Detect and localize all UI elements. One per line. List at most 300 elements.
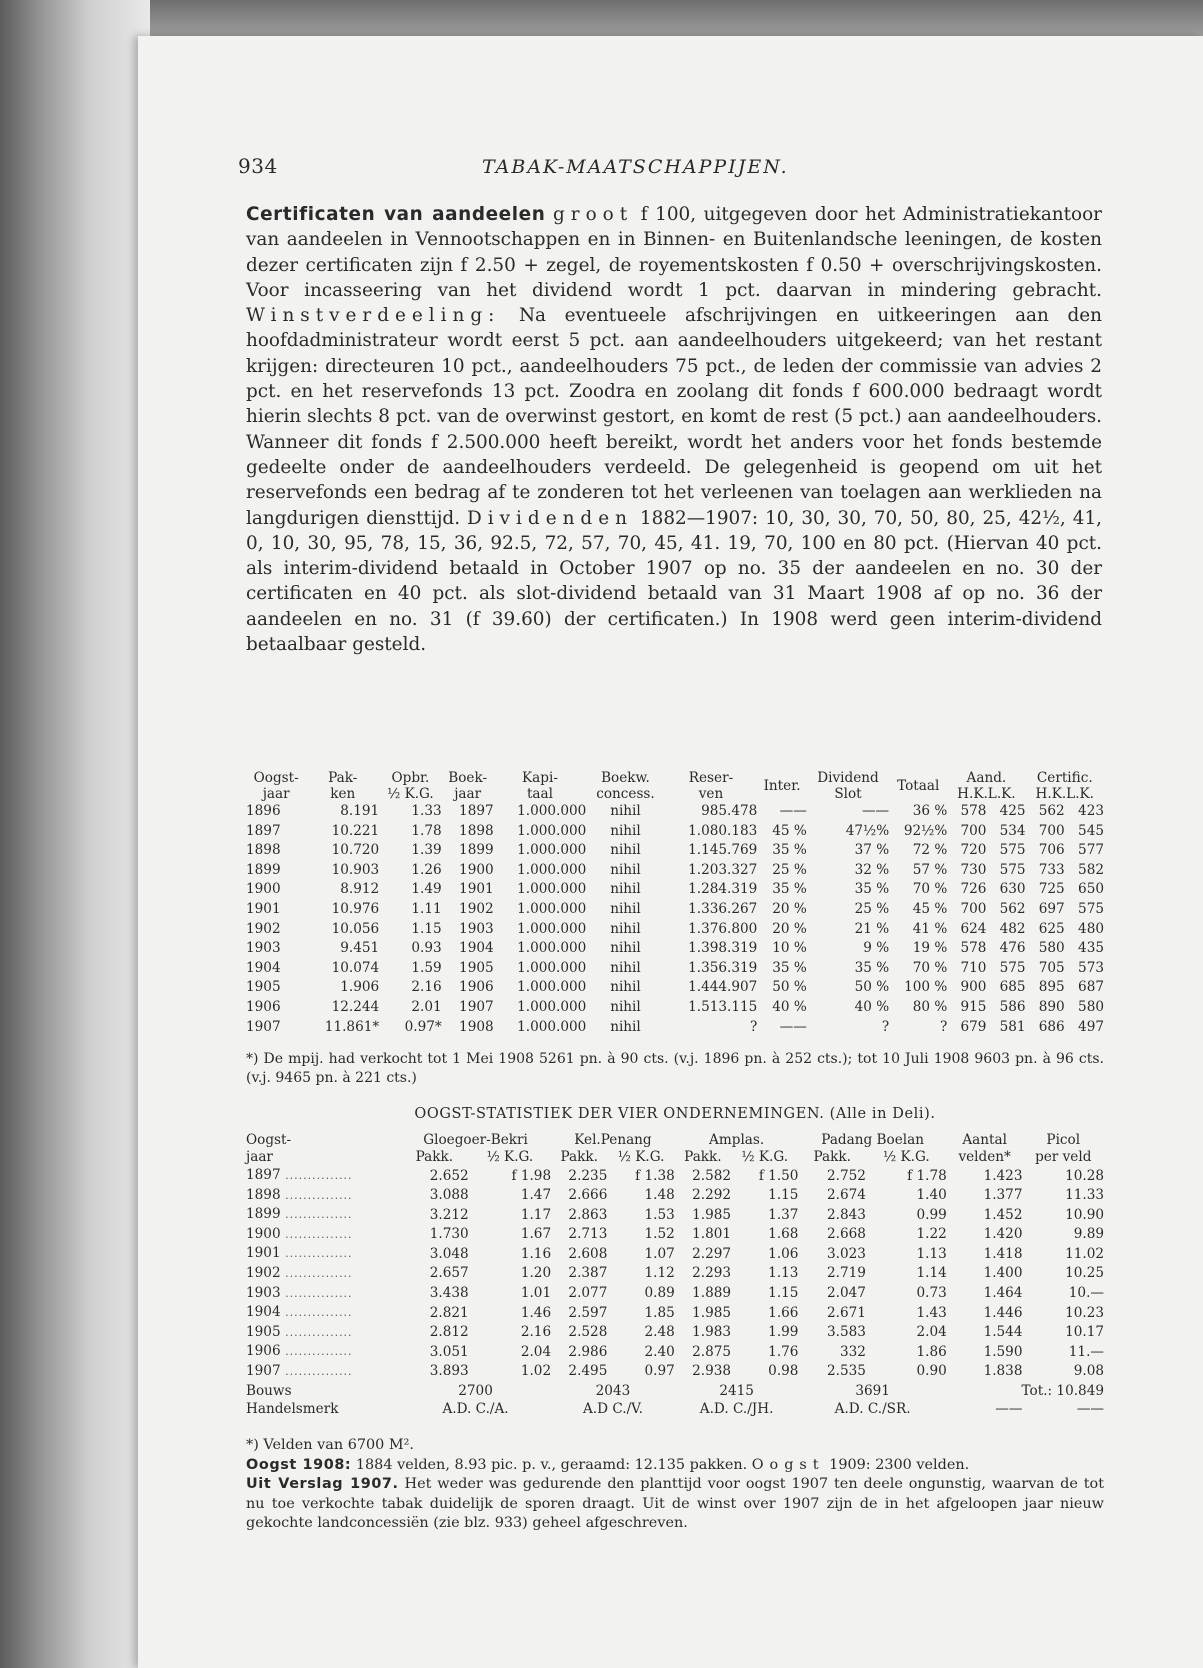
harvest-statistics-table — [246, 1132, 1104, 1419]
leader-dots: ............... — [280, 1227, 353, 1241]
header-line: Dividend — [817, 770, 879, 786]
table-cell: 1903 — [459, 920, 494, 937]
year-label: 1898 — [246, 1186, 281, 1203]
table-row — [246, 1362, 1104, 1382]
table-cell: ? — [881, 1018, 890, 1035]
table-cell: 685 — [999, 979, 1026, 996]
table-cell: 1907 — [246, 1018, 281, 1035]
table-cell: —— — [779, 803, 807, 819]
table-cell: 3.212 — [429, 1206, 469, 1223]
table-cell: 425 — [999, 803, 1026, 819]
table-cell: 562 — [999, 900, 1026, 917]
table-cell: 57 % — [912, 861, 948, 878]
table-cell: 2700 — [458, 1382, 493, 1399]
table-row — [246, 841, 1104, 861]
table-cell: 1.000.000 — [517, 940, 587, 957]
table-cell: 2.582 — [692, 1167, 732, 1184]
table-cell: f 1.38 — [635, 1167, 675, 1184]
sub-header: ½ K.G. — [486, 1149, 534, 1165]
table-row — [246, 920, 1104, 940]
table-cell: 1.377 — [983, 1187, 1023, 1204]
sub-header: per veld — [1035, 1149, 1092, 1165]
table-row — [246, 1323, 1104, 1343]
table-cell: nihil — [610, 881, 641, 898]
paragraph-text: 1882—1907: 10, 30, 30, 70, 50, 80, 25, 42½, 41, 0, 10, 30, 95, 78, 15, 36, 92.5, 72, 57, 70, 45, 41. 19, 70, 100 en 80 pct. (Hiervan 40 pct. als interim-dividend betaald in October 1907 op no. 35 der aandeelen en no. 30 der certificaten en 40 pct. als slot-dividend betaald van 31 Maart 1908 af op no. 36 der aandeelen en no. 31 (f 39.60) der certificaten.) In 1908 werd geen interim-dividend betaalbaar gesteld. — [246, 507, 1103, 656]
table-cell: 1900 — [459, 861, 494, 878]
sub-header: Pakk. — [813, 1149, 851, 1165]
table-cell: 35 % — [772, 842, 807, 859]
table-cell: 2415 — [719, 1382, 754, 1399]
table-cell: 575 — [1078, 900, 1104, 917]
table-cell: 706 — [1038, 842, 1065, 859]
header-line: ken — [330, 786, 356, 802]
table-cell: 1.376.800 — [688, 920, 758, 937]
table-cell: 11.33 — [1065, 1187, 1104, 1204]
table-cell: 10.056 — [331, 920, 380, 937]
table-cell: 582 — [1078, 861, 1104, 878]
table-cell: 19 % — [912, 940, 948, 957]
table-cell: 10.903 — [331, 861, 380, 878]
table-cell: 2.047 — [826, 1285, 866, 1302]
table-cell: 1.356.319 — [688, 959, 758, 976]
table-cell: nihil — [610, 998, 641, 1015]
paragraph-text: Na eventueele afschrijvingen en uitkeeringen aan den hoofdadministrateur wordt eerst 5 pct. aan aandeelhouders uitgekeerd; van het restant krijgen: directeuren 10 pct., aandeelhouders 75 pct., de leden der commissie van advies 2 pct. en het reservefonds 13 pct. Zoodra en zoolang dit fonds f 600.000 bedraagt wordt hierin slechts 8 pct. van de overwinst gestort, en komt de rest (5 pct.) aan aandeelhouders. Wanneer dit fonds f 2.500.000 heeft bereikt, wordt het anders voor het fonds bestemde gedeelte onder de aandeelhouders verdeeld. De gelegenheid is geopend om uit het reservefonds een bedrag af te zonderen tot het verleenen van toelagen aan werklieden na langdurigen diensttijd. — [246, 305, 1102, 529]
table-cell: f 1.50 — [758, 1167, 799, 1184]
table-cell: 578 — [960, 803, 987, 819]
table-cell: 3.438 — [429, 1285, 469, 1302]
table-cell: 1.06 — [768, 1245, 799, 1262]
table-cell: 3691 — [855, 1382, 890, 1399]
sub-header: Pakk. — [560, 1149, 598, 1165]
table-cell: 1.000.000 — [517, 881, 587, 898]
table-cell: 9.89 — [1073, 1226, 1104, 1243]
oogst-paragraph — [246, 1456, 1104, 1476]
year-label: 1899 — [246, 1206, 281, 1223]
table-row — [246, 1264, 1104, 1284]
year-label: 1906 — [246, 1343, 281, 1360]
table-cell: 3.051 — [429, 1343, 469, 1360]
table-cell: 1.67 — [520, 1226, 552, 1243]
table-cell: 1.000.000 — [517, 842, 587, 859]
table-cell: 1.336.267 — [688, 900, 758, 917]
row-label: Bouws — [246, 1382, 292, 1399]
table-cell: 1900 — [246, 881, 281, 898]
header-line: ½ K.G. — [387, 786, 434, 802]
header-line: ven — [698, 786, 724, 802]
table-cell: 545 — [1078, 822, 1104, 839]
year-label: 1900 — [246, 1225, 281, 1242]
table-cell: 50 % — [772, 979, 807, 996]
table-cell: 705 — [1038, 959, 1065, 976]
table-cell: 10.221 — [331, 822, 380, 839]
book-page-edges — [0, 0, 150, 1668]
table-cell: 3.583 — [826, 1324, 866, 1341]
table-cell: 20 % — [772, 920, 807, 937]
table-cell: 1.983 — [692, 1324, 732, 1341]
table-cell — [246, 1225, 400, 1245]
table-cell: 2.535 — [826, 1363, 866, 1380]
table-cell: 3.023 — [826, 1245, 866, 1262]
table-cell: 573 — [1078, 959, 1104, 976]
table-cell: 2.16 — [520, 1324, 552, 1341]
table-cell: 1.000.000 — [517, 861, 587, 878]
table-cell: 1.080.183 — [688, 822, 758, 839]
table-cell: 900 — [960, 979, 987, 996]
table-cell: 1.838 — [983, 1363, 1023, 1380]
table-cell: A.D. C./SR. — [834, 1401, 911, 1418]
table-cell: 497 — [1078, 1018, 1104, 1035]
table-cell — [246, 1284, 400, 1304]
table-cell: 10.28 — [1065, 1167, 1104, 1184]
table-cell: 700 — [960, 822, 987, 839]
header-line: taal — [526, 786, 553, 802]
table-cell: 1.86 — [916, 1343, 947, 1360]
table-header-row — [246, 770, 1104, 802]
table-cell: —— — [861, 803, 890, 819]
main-paragraph — [246, 202, 1102, 657]
table-cell: 2.292 — [692, 1187, 732, 1204]
sub-header: Pakk. — [684, 1149, 722, 1165]
table-cell: 624 — [960, 920, 987, 937]
table-cell: 36 % — [912, 803, 948, 819]
table-cell: 2.719 — [826, 1265, 866, 1282]
table-cell: 1.46 — [520, 1304, 552, 1321]
table-cell: 575 — [999, 861, 1026, 878]
table-row — [246, 939, 1104, 959]
table-cell: 1905 — [246, 979, 281, 996]
table-cell: 2.713 — [568, 1226, 608, 1243]
table-cell: 586 — [999, 998, 1026, 1015]
table-cell: nihil — [610, 900, 641, 917]
table-cell: 1.48 — [644, 1187, 675, 1204]
column-header — [494, 770, 587, 802]
table-cell: 1905 — [459, 959, 494, 976]
table-cell: 2.668 — [826, 1226, 866, 1243]
column-header — [442, 770, 494, 802]
table-cell: 890 — [1038, 998, 1065, 1015]
page-number: 934 — [238, 154, 278, 178]
table-cell: 580 — [1038, 940, 1065, 957]
table-row — [246, 1166, 1104, 1186]
footer-notes — [246, 1436, 1104, 1534]
table-cell: 1.26 — [411, 861, 442, 878]
table-cell: 580 — [1078, 998, 1104, 1015]
page-header — [238, 154, 1118, 184]
leader-dots: ............... — [280, 1286, 353, 1300]
handelsmerk-row — [246, 1400, 1104, 1419]
table-cell: ? — [750, 1018, 758, 1035]
table-cell: 1.906 — [340, 979, 380, 996]
table-row — [246, 861, 1104, 881]
table-cell: 2.04 — [916, 1324, 947, 1341]
table-cell: 1.22 — [916, 1226, 947, 1243]
year-label: 1902 — [246, 1264, 281, 1281]
table-cell: 423 — [1078, 803, 1104, 819]
sub-header: ½ K.G. — [883, 1149, 930, 1165]
header-line: jaar — [454, 786, 482, 802]
row-label: Handelsmerk — [246, 1401, 339, 1418]
sub-header: ½ K.G. — [617, 1149, 665, 1165]
paragraph-text: 1884 velden, 8.93 pic. p. v., geraamd: 12.135 pakken. — [351, 1456, 752, 1473]
table-cell: 1.418 — [983, 1245, 1023, 1262]
table-cell: 20 % — [772, 900, 807, 917]
table-cell: 2.671 — [826, 1304, 866, 1321]
table-cell: 2.938 — [692, 1363, 732, 1380]
table-cell: 11.861* — [324, 1018, 380, 1035]
table-cell: 1.000.000 — [517, 822, 587, 839]
table-cell: 8.191 — [340, 803, 380, 819]
table-cell: 2.40 — [644, 1343, 675, 1360]
table-cell: 2.04 — [520, 1343, 552, 1360]
table-cell: 1.420 — [983, 1226, 1023, 1243]
table-cell: 0.93 — [411, 940, 442, 957]
table-cell: 37 % — [854, 842, 890, 859]
leader-dots: ............... — [280, 1169, 353, 1182]
header-line: Reser- — [688, 770, 734, 786]
table-cell — [246, 1205, 400, 1225]
table-cell: 35 % — [772, 959, 807, 976]
table-row — [246, 1018, 1104, 1038]
table-cell: 10.23 — [1065, 1304, 1104, 1321]
table-cell: 1.99 — [768, 1324, 799, 1341]
table-cell: 45 % — [772, 822, 807, 839]
table-cell: 2.812 — [429, 1324, 469, 1341]
table-cell: 697 — [1038, 900, 1065, 917]
table-cell: 1.801 — [692, 1226, 732, 1243]
table-cell: 985.478 — [701, 803, 758, 819]
spaced-word: Oogst — [751, 1456, 825, 1473]
table-cell: 1899 — [246, 861, 281, 878]
table-cell: 1.17 — [520, 1206, 552, 1223]
table-body — [246, 1166, 1104, 1419]
table-row — [246, 822, 1104, 842]
table-footnote: *) De mpij. had verkocht tot 1 Mei 1908 5261 pn. à 90 cts. (v.j. 1896 pn. à 252 cts.); tot 10 Juli 1908 9603 pn. à 96 cts. (v.j. 9465 pn. à 221 cts.) — [246, 1051, 1104, 1086]
table-cell: 895 — [1038, 979, 1065, 996]
table-cell: 10.976 — [331, 900, 380, 917]
table-row — [246, 1284, 1104, 1304]
table-cell: 332 — [839, 1343, 866, 1360]
table-cell: 1899 — [459, 842, 494, 859]
bouws-row — [246, 1382, 1104, 1401]
table-row — [246, 1225, 1104, 1245]
table-cell: 70 % — [912, 959, 948, 976]
table-cell: 581 — [999, 1018, 1026, 1035]
table-cell: 10 % — [772, 940, 807, 957]
table-cell: 2043 — [595, 1382, 631, 1399]
table-row — [246, 978, 1104, 998]
table-cell: A.D. C./A. — [442, 1401, 509, 1418]
table-cell: 9.451 — [340, 940, 380, 957]
table-cell: 726 — [960, 881, 987, 898]
table-cell: 730 — [960, 861, 987, 878]
table-cell: 2.657 — [429, 1265, 469, 1282]
table-cell: 1.446 — [983, 1304, 1023, 1321]
dash-cell: —— — [995, 1401, 1023, 1418]
header-line: Totaal — [897, 778, 940, 794]
year-label: 1901 — [246, 1245, 281, 1262]
table-cell: 1.444.907 — [688, 979, 758, 996]
table-cell: 2.666 — [568, 1187, 608, 1204]
table-cell: 92½% — [903, 822, 948, 839]
table-cell: 2.752 — [826, 1167, 866, 1184]
leader-dots: ............... — [280, 1325, 353, 1339]
table-cell: 1.15 — [768, 1285, 799, 1302]
table-cell: 2.528 — [568, 1324, 608, 1341]
table-cell: 2.674 — [826, 1187, 866, 1204]
table-cell: 10.90 — [1065, 1206, 1104, 1223]
table-cell: 50 % — [854, 979, 890, 996]
header-line: Aand. — [966, 770, 1007, 786]
table-cell: 47½% — [845, 822, 890, 839]
table-cell: 2.293 — [692, 1265, 732, 1282]
table-cell: 1901 — [459, 881, 494, 898]
column-header — [586, 770, 664, 802]
table-cell: 11.02 — [1065, 1245, 1104, 1262]
table-cell: 1.07 — [644, 1245, 675, 1262]
table-cell: 1897 — [246, 822, 281, 839]
table-cell: f 1.98 — [511, 1167, 552, 1184]
group-header: Picol — [1046, 1132, 1081, 1148]
paragraph-text: Het weder was gedurende den planttijd voor oogst 1907 ten deele ongunstig, waarvan de tot nu toe verkochte tabak duidelijk de sporen draagt. Uit de winst over 1907 zijn de in het afgeloopen jaar nieuw gekochte landconcessiën (zie blz. 933) geheel afgeschreven. — [246, 1476, 1105, 1532]
table-cell: 1.37 — [768, 1206, 799, 1223]
table-cell: 1.000.000 — [517, 959, 587, 976]
column-header — [665, 770, 758, 802]
running-title: TABAK-MAATSCHAPPIJEN. — [482, 156, 789, 178]
statistics-title: OOGST-STATISTIEK DER VIER ONDERNEMINGEN. (Alle in Deli). — [414, 1106, 936, 1122]
table-cell: 1.59 — [411, 959, 442, 976]
table-cell: 1896 — [246, 803, 281, 819]
table-cell: 534 — [999, 822, 1026, 839]
table-cell: 1901 — [246, 900, 281, 917]
table-cell: 2.235 — [568, 1167, 608, 1184]
table-cell: 0.73 — [916, 1285, 947, 1302]
table-row — [246, 998, 1104, 1018]
leader-dots: ............... — [280, 1345, 353, 1359]
table-row — [246, 802, 1104, 822]
group-header: Kel.Penang — [574, 1132, 652, 1148]
table-cell: 562 — [1038, 803, 1065, 819]
table-cell: 1.889 — [692, 1285, 732, 1302]
table-cell: 2.821 — [429, 1304, 469, 1321]
table-cell: 720 — [960, 842, 987, 859]
table-cell: 1.85 — [644, 1304, 675, 1321]
table-cell: 10.074 — [331, 959, 380, 976]
table-cell: 1.203.327 — [688, 861, 758, 878]
table-cell: ? — [939, 1018, 948, 1035]
table-cell: 710 — [960, 959, 987, 976]
table-cell: 1.590 — [983, 1343, 1023, 1360]
leader-dots: ............... — [280, 1188, 353, 1202]
table-cell: 1.000.000 — [517, 920, 587, 937]
table-cell: nihil — [610, 920, 641, 937]
table-cell: 1898 — [246, 842, 281, 859]
table-cell: 10.25 — [1065, 1265, 1104, 1282]
table-cell: 10.720 — [331, 842, 380, 859]
total-cell: Tot.: 10.849 — [1021, 1382, 1104, 1399]
section-heading: Certificaten van aandeelen — [246, 204, 546, 225]
year-label: 1905 — [246, 1323, 281, 1340]
table-cell: 1903 — [246, 940, 281, 957]
table-cell: 2.986 — [568, 1343, 608, 1360]
table-cell: 1.13 — [768, 1265, 799, 1282]
table-cell: 25 % — [854, 900, 890, 917]
table-cell: 100 % — [904, 979, 948, 996]
table-cell: 70 % — [912, 881, 948, 898]
table-cell: 1.000.000 — [517, 1018, 587, 1035]
table-cell — [246, 1264, 400, 1284]
table-cell: 1.400 — [983, 1265, 1023, 1282]
paragraph-text: 1909: 2300 velden. — [824, 1456, 970, 1473]
table-cell: 482 — [999, 920, 1026, 937]
table-cell: f 1.78 — [907, 1167, 947, 1184]
leader-dots: ............... — [280, 1247, 353, 1261]
table-cell: 3.893 — [429, 1363, 469, 1380]
table-row — [246, 1205, 1104, 1225]
table-cell: 1.68 — [768, 1226, 799, 1243]
table-row — [246, 959, 1104, 979]
table-row — [246, 1186, 1104, 1206]
table-cell: 8.912 — [340, 881, 380, 898]
table-cell: 2.843 — [826, 1206, 866, 1223]
table-cell: 725 — [1038, 881, 1065, 898]
table-cell: 35 % — [854, 959, 890, 976]
group-header: Gloegoer-Bekri — [423, 1132, 528, 1148]
spaced-word: Winstverdeeling: — [246, 305, 501, 327]
table-cell: 2.01 — [411, 998, 442, 1015]
table-group-header-row — [246, 1132, 1104, 1149]
table-cell: 41 % — [912, 920, 948, 937]
table-row — [246, 880, 1104, 900]
table-cell — [246, 1166, 400, 1186]
table-cell: nihil — [610, 940, 641, 957]
table-cell: 1.66 — [768, 1304, 799, 1321]
table-cell: 1.16 — [520, 1245, 552, 1262]
leader-dots: ............... — [280, 1208, 353, 1222]
year-label: 1897 — [246, 1167, 281, 1183]
table-cell: 0.90 — [916, 1363, 947, 1380]
column-header — [1026, 770, 1104, 802]
column-header — [306, 770, 379, 802]
table-cell: 650 — [1078, 881, 1104, 898]
table-cell: nihil — [610, 822, 641, 839]
header-line: H.K.L.K. — [957, 786, 1016, 802]
financial-table — [246, 770, 1104, 1037]
year-label: 1903 — [246, 1284, 281, 1301]
table-cell: 575 — [999, 842, 1026, 859]
verslag-heading: Uit Verslag 1907. — [246, 1476, 399, 1493]
table-cell: 1.52 — [644, 1226, 675, 1243]
table-cell: 1904 — [246, 959, 281, 976]
table-cell: 1898 — [459, 822, 494, 839]
table-cell: 0.89 — [644, 1285, 675, 1302]
table-cell: 1906 — [459, 979, 494, 996]
header-line: Pak- — [328, 770, 358, 786]
table-cell: 0.99 — [916, 1206, 947, 1223]
table-cell: 1.01 — [520, 1285, 552, 1302]
table-cell — [246, 1362, 400, 1382]
header-line: Boek- — [448, 770, 488, 786]
table-cell: 1.000.000 — [517, 998, 587, 1015]
table-cell: 915 — [960, 998, 987, 1015]
table-cell: 0.97 — [644, 1363, 675, 1380]
table-cell: 25 % — [772, 861, 807, 878]
table-cell: 476 — [999, 940, 1026, 957]
table-cell: 1.284.319 — [688, 881, 758, 898]
column-header — [889, 770, 947, 802]
table-cell: 2.495 — [568, 1363, 608, 1380]
spaced-word: Dividenden — [467, 507, 633, 529]
header-line: concess. — [596, 786, 655, 802]
